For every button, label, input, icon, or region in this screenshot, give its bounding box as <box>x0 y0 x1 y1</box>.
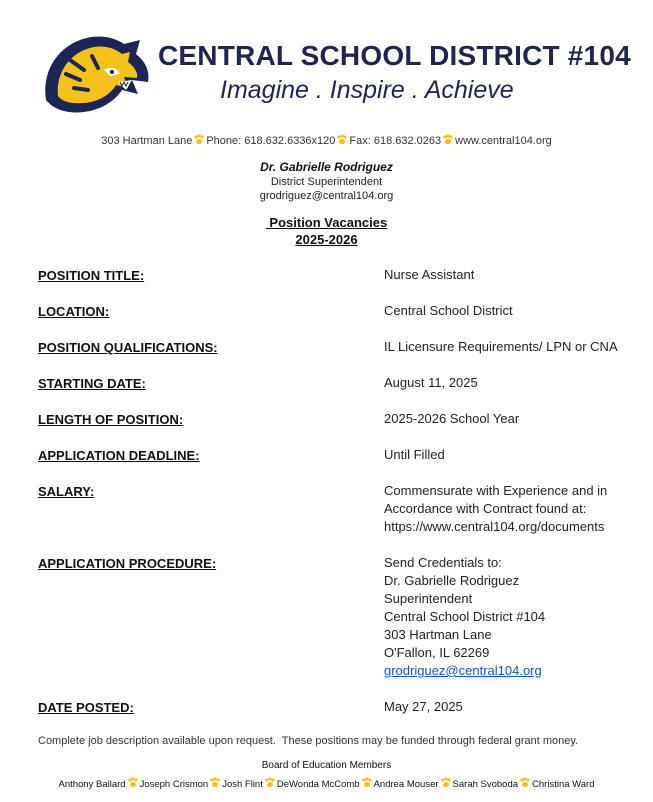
fax: Fax: 618.632.0263 <box>349 135 442 147</box>
superintendent-block <box>0 160 653 203</box>
paw-icon <box>127 777 139 788</box>
board-member: Anthony Ballard <box>58 779 126 790</box>
superintendent-title: District Superintendent <box>270 176 383 188</box>
deadline-label: APPLICATION DEADLINE: <box>38 448 200 463</box>
board-member: Sarah Svoboda <box>452 779 519 790</box>
date-posted-value: May 27, 2025 <box>384 699 463 714</box>
position-title-label: POSITION TITLE: <box>38 268 145 283</box>
procedure-email-link[interactable]: grodriguez@central104.org <box>384 663 542 678</box>
tagline: Imagine . Inspire . Achieve <box>220 76 514 104</box>
qualifications-value: IL Licensure Requirements/ LPN or CNA <box>384 339 618 354</box>
location-label: LOCATION: <box>38 304 110 319</box>
board-member: Christina Ward <box>532 779 595 790</box>
district-name: CENTRAL SCHOOL DISTRICT #104 <box>158 40 631 71</box>
tiger-logo-icon <box>40 30 152 116</box>
board-member: DeWonda McComb <box>276 779 360 790</box>
length-value: 2025-2026 School Year <box>384 411 520 426</box>
website: www.central104.org <box>455 135 552 147</box>
date-posted-label: DATE POSTED: <box>38 700 134 715</box>
deadline-value: Until Filled <box>384 447 445 462</box>
vacancy-heading <box>0 214 653 248</box>
procedure-label: APPLICATION PROCEDURE: <box>38 556 217 571</box>
procedure-line: Dr. Gabrielle Rodriguez <box>384 573 520 588</box>
paw-icon <box>209 777 221 788</box>
vacancy-heading-text: Position Vacancies <box>265 215 388 230</box>
procedure-line: Send Credentials to: <box>384 555 502 570</box>
paw-icon <box>440 777 452 788</box>
salary-line: Accordance with Contract found at: <box>384 501 587 516</box>
paw-icon <box>442 134 454 145</box>
qualifications-label: POSITION QUALIFICATIONS: <box>38 340 218 355</box>
address: 303 Hartman Lane <box>101 135 193 147</box>
board-member: Josh Flint <box>222 779 263 790</box>
salary-url: https://www.central104.org/documents <box>384 519 605 534</box>
footer-note: Complete job description available upon request. These positions may be funded through federal grant money. <box>38 735 579 747</box>
salary-value <box>384 482 607 536</box>
contact-line <box>0 134 653 147</box>
phone: Phone: 618.632.6336x120 <box>206 135 336 147</box>
position-title-value: Nurse Assistant <box>384 267 475 282</box>
vacancy-year: 2025-2026 <box>295 232 358 247</box>
superintendent-email: grodriguez@central104.org <box>259 190 394 202</box>
starting-date-value: August 11, 2025 <box>384 375 478 390</box>
paw-icon <box>264 777 276 788</box>
procedure-line: 303 Hartman Lane <box>384 627 492 642</box>
paw-icon <box>336 134 348 145</box>
procedure-line: Superintendent <box>384 591 473 606</box>
board-member: Andrea Mouser <box>373 779 439 790</box>
paw-icon <box>519 777 531 788</box>
procedure-line: O'Fallon, IL 62269 <box>384 645 490 660</box>
paw-icon <box>361 777 373 788</box>
starting-date-label: STARTING DATE: <box>38 376 146 391</box>
board-member: Joseph Crismon <box>139 779 209 790</box>
paw-icon <box>193 134 205 145</box>
procedure-value <box>384 554 545 680</box>
length-label: LENGTH OF POSITION: <box>38 412 184 427</box>
procedure-line: Central School District #104 <box>384 609 546 624</box>
board-members <box>0 777 653 790</box>
board-title: Board of Education Members <box>261 760 392 771</box>
superintendent-name: Dr. Gabrielle Rodriguez <box>260 160 393 174</box>
location-value: Central School District <box>384 303 513 318</box>
letterhead <box>40 30 631 120</box>
salary-label: SALARY: <box>38 484 95 499</box>
salary-line: Commensurate with Experience and in <box>384 483 608 498</box>
